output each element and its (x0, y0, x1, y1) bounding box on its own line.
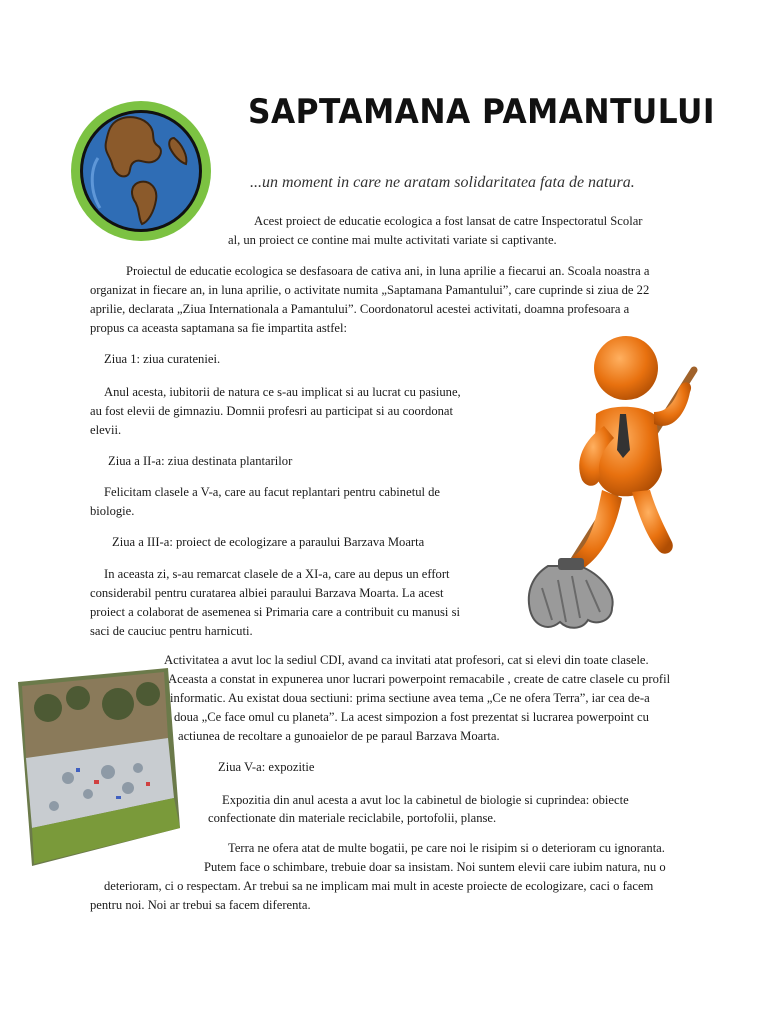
day4-line-4: doua „Ce face omul cu planeta”. La acest simpozion a fost prezentat si lucrarea powerpoint cu (174, 710, 649, 724)
p1-line-2: organizat in fiecare an, in luna aprilie, o activitate numita „Saptamana Pamantului”, care cuprinde si ziua de 22 (90, 283, 650, 297)
closing-line-4: pentru noi. Noi ar trebui sa facem diferenta. (90, 898, 311, 912)
day3-line-3: proiect a colaborat de asemenea si Primaria care a contribuit cu manusi si (90, 605, 460, 619)
day3-heading: Ziua a III-a: proiect de ecologizare a paraului Barzava Moarta (112, 535, 425, 549)
day1-line-2: au fost elevii de gimnaziu. Domnii profesri au participat si au coordonat (90, 404, 454, 418)
day3-line-1: In aceasta zi, s-au remarcat clasele de a XI-a, care au depus un effort (104, 567, 450, 581)
intro-line-2: al, un proiect ce contine mai multe activitati variate si captivante. (228, 233, 557, 247)
closing-line-3: deterioram, ci o respectam. Ar trebui sa ne implicam mai mult in aceste proiecte de ecologizare, caci o facem (104, 879, 654, 893)
p1-line-1: Proiectul de educatie ecologica se desfasoara de cativa ani, in luna aprilie a fiecarui an. Scoala noastra a (126, 264, 650, 278)
p1-line-3: aprilie, declarata „Ziua Internationala a Pamantului”. Coordonatorul acestei activitati, doamna profesoara a (90, 302, 630, 316)
day4-line-5: actiunea de recoltare a gunoaielor de pe paraul Barzava Moarta. (178, 729, 500, 743)
day4-line-1: Activitatea a avut loc la sediul CDI, avand ca invitati atat profesori, cat si elevi din toate clasele. (164, 653, 649, 667)
day2-line-1: Felicitam clasele a V-a, care au facut replantari pentru cabinetul de (104, 485, 441, 499)
polluted-river-photo (18, 668, 180, 866)
page-subtitle: ...un moment in care ne aratam solidaritatea fata de natura. (250, 174, 635, 191)
day5-line-1: Expozitia din anul acesta a avut loc la cabinetul de biologie si cuprindea: obiecte (222, 793, 629, 807)
closing-line-1: Terra ne ofera atat de multe bogatii, pe care noi le risipim si o deterioram cu ignoranta. (228, 841, 665, 855)
day1-line-1: Anul acesta, iubitorii de natura ce s-au implicat si au lucrat cu pasiune, (104, 385, 461, 399)
day2-line-2: biologie. (90, 504, 135, 518)
day5-heading: Ziua V-a: expozitie (218, 760, 315, 774)
day2-heading: Ziua a II-a: ziua destinata plantarilor (108, 454, 293, 468)
day4-line-2: Aceasta a constat in expunerea unor lucrari powerpoint remacabile , create de catre clasele cu profil (168, 672, 671, 686)
intro-line-1: Acest proiect de educatie ecologica a fost lansat de catre Inspectoratul Scolar (254, 214, 643, 228)
closing-line-2: Putem face o schimbare, trebuie doar sa insistam. Noi suntem elevii care iubim natura, nu o (204, 860, 666, 874)
day3-line-2: considerabil pentru curatarea albiei paraului Barzava Moarta. La acest (90, 586, 444, 600)
day3-line-4: saci de cauciuc pentru harnicuti. (90, 624, 253, 638)
p1-line-4: propus ca aceasta saptamana sa fie impartita astfel: (90, 321, 348, 335)
mop-cleaning-figure (508, 330, 718, 635)
page-title: SAPTAMANA PAMANTULUI (248, 92, 715, 132)
day4-line-3: informatic. Au existat doua sectiuni: prima sectiune avea tema „Ce ne ofera Terra”, iar cea de-a (170, 691, 650, 705)
day1-heading: Ziua 1: ziua curateniei. (104, 352, 221, 366)
day5-line-2: confectionate din materiale reciclabile, portofolii, planse. (208, 811, 497, 825)
day1-line-3: elevii. (90, 423, 122, 437)
globe-icon (70, 100, 212, 242)
